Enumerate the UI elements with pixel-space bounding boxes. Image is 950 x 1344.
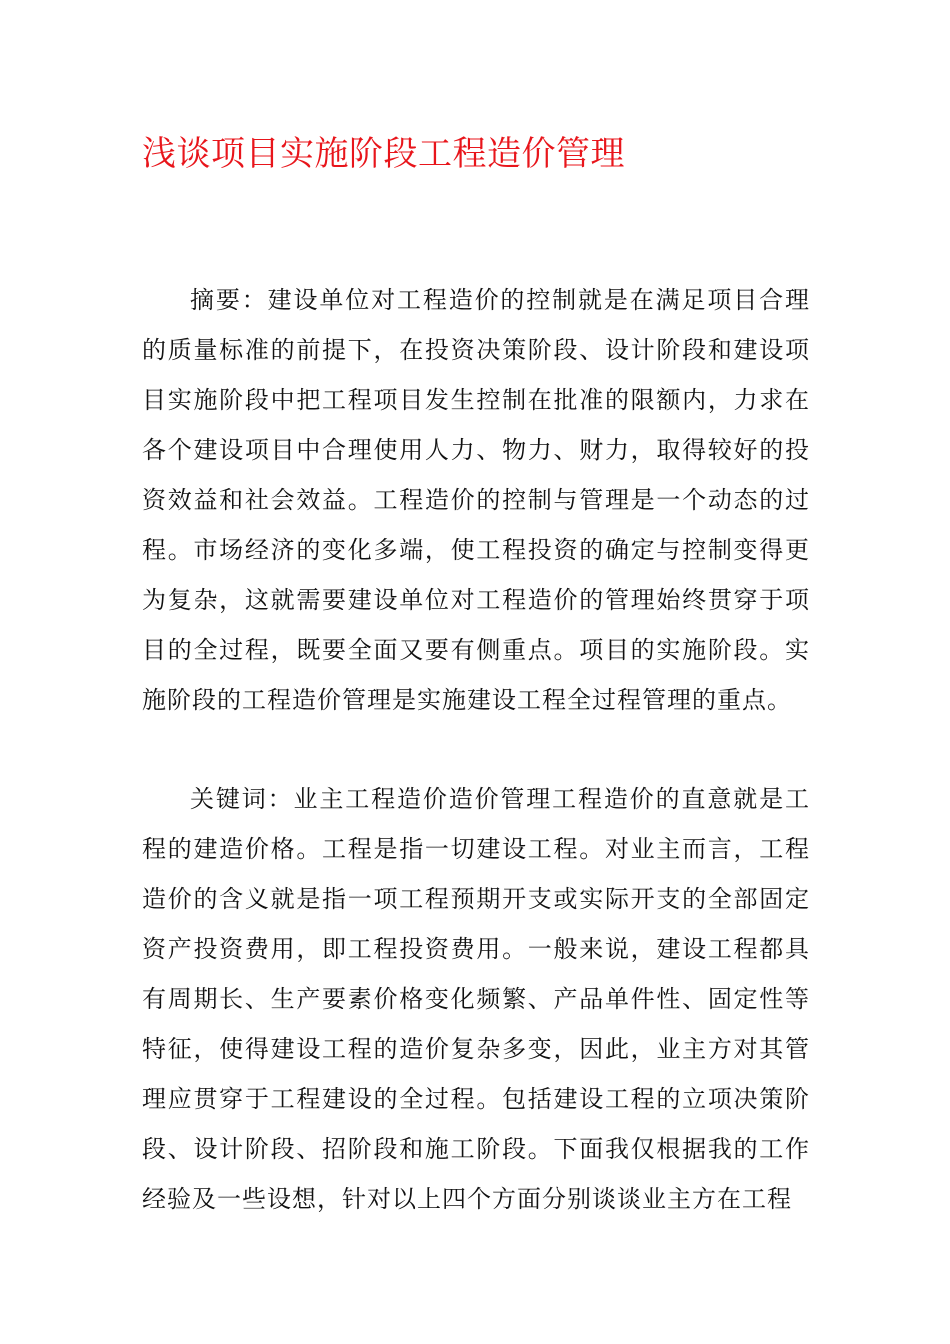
keywords-paragraph: 关键词：业主工程造价造价管理工程造价的直意就是工程的建造价格。工程是指一切建设工程。对业主而言，工程造价的含义就是指一项工程预期开支或实际开支的全部固定资产投资费用，即工程投资费用。一般来说，建设工程都具有周期长、生产要素价格变化频繁、产品单件性、固定性等特征，使得建设工程的造价复杂多变，因此，业主方对其管理应贯穿于工程建设的全过程。包括建设工程的立项决策阶段、设计阶段、招阶段和施工阶段。下面我仅根据我的工作经验及一些设想，针对以上四个方面分别谈谈业主方在工程 (142, 785, 810, 1213)
document-title: 浅谈项目实施阶段工程造价管理 (142, 134, 625, 174)
abstract-paragraph: 摘要：建设单位对工程造价的控制就是在满足项目合理的质量标准的前提下，在投资决策阶段、设计阶段和建设项目实施阶段中把工程项目发生控制在批准的限额内，力求在各个建设项目中合理使用人力、物力、财力，取得较好的投资效益和社会效益。工程造价的控制与管理是一个动态的过程。市场经济的变化多端，使工程投资的确定与控制变得更为复杂，这就需要建设单位对工程造价的管理始终贯穿于项目的全过程，既要全面又要有侧重点。项目的实施阶段。实施阶段的工程造价管理是实施建设工程全过程管理的重点。 (142, 286, 810, 714)
